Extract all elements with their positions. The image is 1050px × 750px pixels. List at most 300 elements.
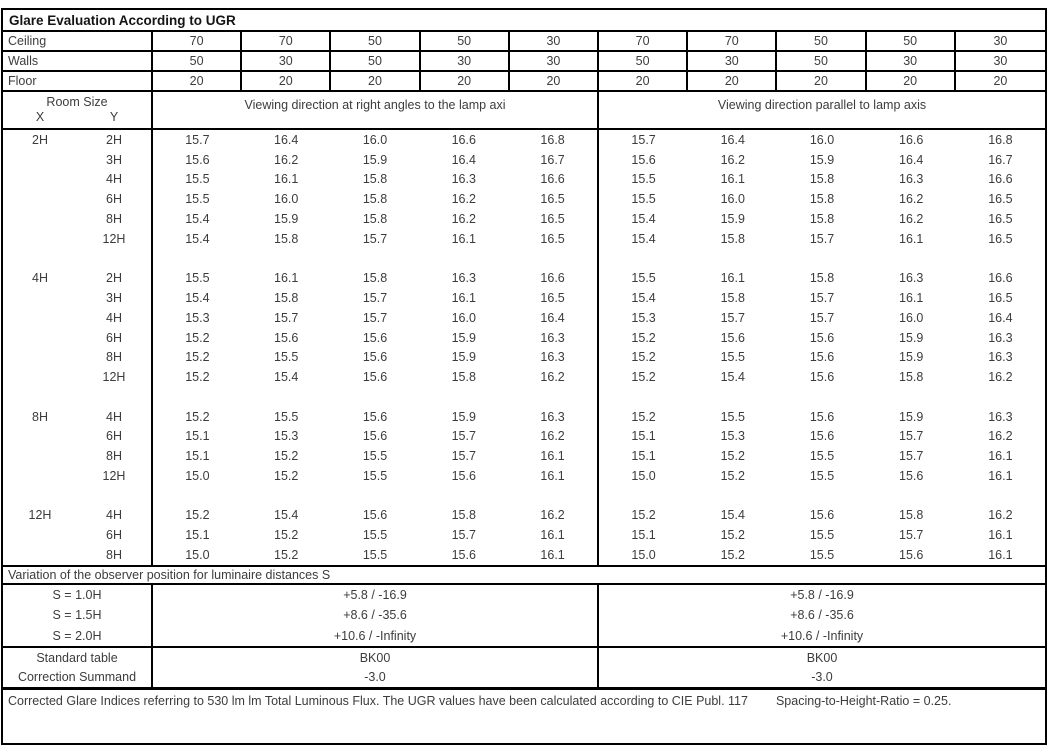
ugr-values-right-angles: [153, 288, 599, 308]
ugr-value-cell: 15.0: [185, 468, 210, 483]
ugr-value-cell: 15.3: [631, 310, 656, 325]
viewing-direction-right-angles-heading: Viewing direction at right angles to the lamp axi: [153, 92, 599, 128]
surface-value-cell: 30: [867, 52, 956, 70]
room-y-value: 6H: [106, 192, 122, 207]
room-size-cells: [3, 288, 153, 308]
ugr-value-cell: 15.9: [720, 211, 745, 226]
room-x-value: [3, 387, 77, 407]
room-x-value: 4H: [32, 271, 48, 286]
ugr-data-row: [3, 130, 1045, 150]
room-x-value: [3, 426, 77, 446]
ugr-value-cell: 15.7: [274, 310, 299, 325]
summary-label: Correction Summand: [3, 668, 153, 688]
ugr-value-cell: [956, 486, 1045, 506]
ugr-values-right-angles: [153, 446, 599, 466]
room-size-cells: [3, 308, 153, 328]
ugr-value-cell: 15.6: [451, 468, 476, 483]
ugr-value-cell: 15.6: [720, 330, 745, 345]
ugr-value-cell: 15.6: [362, 350, 388, 365]
room-x-value: [3, 446, 77, 466]
ugr-value-cell: [688, 486, 777, 506]
ugr-values-parallel: [599, 268, 1045, 288]
ugr-value-cell: [777, 387, 866, 407]
ugr-value-cell: 15.7: [899, 528, 924, 543]
ugr-value-cell: [419, 387, 508, 407]
ugr-value-cell: 16.3: [988, 409, 1013, 424]
ugr-value-cell: [331, 387, 420, 407]
ugr-value-cell: [777, 249, 866, 269]
ugr-value-cell: [242, 249, 331, 269]
ugr-value-cell: 15.7: [451, 449, 476, 464]
ugr-value-cell: 15.3: [274, 429, 299, 444]
variation-value-parallel: +5.8 / -16.9: [790, 588, 854, 603]
surface-value-cell: 70: [599, 32, 688, 50]
ugr-value-cell: 15.5: [362, 468, 388, 483]
surface-value-cell: 30: [510, 52, 599, 70]
ugr-values-right-angles: [153, 407, 599, 427]
room-y-value: 8H: [106, 350, 122, 365]
ugr-value-cell: 16.1: [720, 172, 745, 187]
table-title: Glare Evaluation According to UGR: [3, 10, 1045, 32]
room-x-value: [3, 525, 77, 545]
ugr-value-cell: 16.5: [540, 231, 565, 246]
room-y-value: [77, 387, 151, 407]
ugr-values-parallel: [599, 249, 1045, 269]
ugr-values-parallel: [599, 189, 1045, 209]
viewing-direction-parallel-heading: Viewing direction parallel to lamp axis: [717, 98, 927, 112]
surface-value-cell: 70: [153, 32, 242, 50]
room-size-cells: [3, 229, 153, 249]
room-y-value: 8H: [106, 211, 122, 226]
ugr-values-right-angles: [153, 229, 599, 249]
ugr-value-cell: 16.1: [274, 271, 299, 286]
ugr-values-parallel: [599, 367, 1045, 387]
ugr-value-cell: 16.5: [988, 192, 1013, 207]
room-size-cells: [3, 249, 153, 269]
table-header: [3, 92, 1045, 130]
ugr-values-parallel: [599, 347, 1045, 367]
surface-label: Floor: [3, 72, 153, 90]
room-y-value: [77, 486, 151, 506]
ugr-values-right-angles: [153, 525, 599, 545]
ugr-values-right-angles: [153, 130, 599, 150]
ugr-value-cell: 16.3: [540, 409, 565, 424]
ugr-value-cell: 16.0: [274, 192, 299, 207]
ugr-values-right-angles: [153, 426, 599, 446]
ugr-value-cell: 15.8: [362, 172, 388, 187]
surface-value-cell: 30: [510, 32, 599, 50]
room-y-value: 6H: [106, 528, 122, 543]
ugr-value-cell: 16.4: [451, 152, 476, 167]
ugr-value-cell: 15.8: [274, 231, 299, 246]
ugr-data-row: [3, 367, 1045, 387]
ugr-value-cell: 15.7: [899, 449, 924, 464]
ugr-value-cell: 15.5: [362, 449, 388, 464]
ugr-value-cell: 15.4: [631, 231, 656, 246]
room-size-cells: [3, 525, 153, 545]
ugr-value-cell: [867, 486, 956, 506]
room-size-cells: [3, 387, 153, 407]
ugr-values-right-angles: [153, 545, 599, 565]
ugr-value-cell: 15.4: [631, 211, 656, 226]
summary-value-right-angles: BK00: [153, 648, 599, 668]
ugr-value-cell: 15.4: [274, 508, 299, 523]
ugr-value-cell: 15.6: [809, 508, 835, 523]
spacing-height-ratio: Spacing-to-Height-Ratio = 0.25.: [775, 694, 952, 708]
ugr-value-cell: 16.1: [720, 271, 745, 286]
surface-value-cell: 50: [153, 52, 242, 70]
ugr-value-cell: 15.4: [185, 291, 210, 305]
ugr-value-cell: [153, 387, 242, 407]
ugr-value-cell: [508, 486, 597, 506]
ugr-value-cell: 15.8: [362, 211, 388, 226]
ugr-data-row: [3, 150, 1045, 170]
room-size-cells: [3, 506, 153, 526]
ugr-value-cell: 15.5: [631, 271, 656, 286]
variation-distance-label: S = 2.0H: [3, 626, 153, 646]
ugr-values-right-angles: [153, 367, 599, 387]
ugr-values-right-angles: [153, 150, 599, 170]
ugr-value-cell: 15.5: [809, 468, 835, 483]
ugr-data-row: [3, 170, 1045, 190]
ugr-value-cell: 15.8: [720, 291, 745, 305]
variation-distance-label: S = 1.5H: [3, 605, 153, 625]
ugr-value-cell: 15.9: [899, 350, 924, 365]
ugr-value-cell: 15.8: [809, 271, 835, 286]
surface-value-cell: 50: [599, 52, 688, 70]
ugr-values-parallel: [599, 150, 1045, 170]
ugr-value-cell: 15.2: [185, 370, 210, 385]
ugr-value-cell: [242, 387, 331, 407]
ugr-data-row: [3, 466, 1045, 486]
summary-value-parallel: -3.0: [811, 670, 833, 685]
ugr-value-cell: 15.6: [809, 429, 835, 444]
ugr-value-cell: 16.6: [540, 172, 565, 187]
ugr-value-cell: 15.6: [274, 330, 299, 345]
ugr-value-cell: 16.1: [988, 468, 1013, 483]
ugr-values-right-angles: [153, 328, 599, 348]
ugr-data-row: [3, 328, 1045, 348]
surface-value-cell: 20: [599, 72, 688, 90]
ugr-value-cell: 15.5: [631, 192, 656, 207]
ugr-value-cell: 15.6: [631, 152, 656, 167]
ugr-value-cell: 15.7: [720, 310, 745, 325]
surface-row-floor: [3, 72, 1045, 92]
room-size-cells: [3, 545, 153, 565]
ugr-value-cell: 16.2: [451, 211, 476, 226]
ugr-value-cell: 15.3: [720, 429, 745, 444]
ugr-value-cell: 15.4: [631, 291, 656, 305]
ugr-value-cell: [331, 249, 420, 269]
ugr-value-cell: 16.5: [988, 231, 1013, 246]
room-x-value: [3, 466, 77, 486]
surface-value-cell: 50: [331, 52, 420, 70]
ugr-values-parallel: [599, 506, 1045, 526]
ugr-value-cell: 16.4: [274, 132, 299, 147]
ugr-values-parallel: [599, 466, 1045, 486]
footer-text: Corrected Glare Indices referring to 530 lm lm Total Luminous Flux. The UGR values have been calculated according to CIE Publ. 117: [8, 694, 748, 708]
ugr-value-cell: 16.3: [899, 172, 924, 187]
ugr-value-cell: 16.7: [540, 152, 565, 167]
ugr-value-cell: 15.5: [809, 449, 835, 464]
ugr-values-right-angles: [153, 209, 599, 229]
ugr-values-right-angles: [153, 170, 599, 190]
surface-value-cell: 30: [993, 34, 1008, 48]
ugr-value-cell: 15.8: [451, 508, 476, 523]
room-y-value: 2H: [106, 132, 122, 147]
variation-distance-label: S = 1.0H: [3, 585, 153, 605]
summary-rows: [3, 648, 1045, 690]
ugr-value-cell: 16.8: [988, 132, 1013, 147]
surface-value-cell: 70: [688, 32, 777, 50]
ugr-value-cell: [508, 387, 597, 407]
ugr-values-parallel: [599, 407, 1045, 427]
surface-value-cell: 20: [242, 72, 331, 90]
ugr-value-cell: 15.2: [274, 528, 299, 543]
ugr-value-cell: [153, 486, 242, 506]
surface-label: Ceiling: [3, 32, 153, 50]
variation-value-right-angles: +5.8 / -16.9: [153, 585, 599, 605]
ugr-values-parallel: [599, 170, 1045, 190]
surface-value-cell: 20: [993, 74, 1008, 88]
room-y-value: 4H: [106, 409, 122, 424]
ugr-value-cell: 15.5: [185, 172, 210, 187]
ugr-values-parallel: [599, 308, 1045, 328]
ugr-value-cell: 15.5: [185, 271, 210, 286]
room-y-value: 12H: [102, 468, 126, 483]
room-x-value: [3, 170, 77, 190]
surface-value-cell: 50: [421, 32, 510, 50]
ugr-value-cell: 16.5: [988, 211, 1013, 226]
room-y-value: 4H: [106, 310, 122, 325]
ugr-value-cell: 15.1: [631, 429, 656, 444]
ugr-value-cell: 15.7: [451, 528, 476, 543]
room-y-value: 4H: [106, 508, 122, 523]
ugr-value-cell: 15.5: [362, 528, 388, 543]
ugr-value-cell: 15.0: [631, 468, 656, 483]
summary-row: [3, 668, 1045, 688]
room-size-cells: [3, 328, 153, 348]
ugr-value-cell: 16.1: [540, 528, 565, 543]
ugr-value-cell: 16.1: [451, 231, 476, 246]
ugr-value-cell: 15.5: [274, 350, 299, 365]
ugr-value-cell: 15.6: [362, 429, 388, 444]
ugr-value-cell: 15.4: [185, 211, 210, 226]
variation-row: [3, 626, 1045, 646]
ugr-values-right-angles: [153, 387, 599, 407]
surface-value-cell: 20: [688, 72, 777, 90]
ugr-value-cell: 16.1: [540, 468, 565, 483]
ugr-values-right-angles: [153, 268, 599, 288]
ugr-value-cell: 16.3: [540, 330, 565, 345]
room-size-cells: [3, 426, 153, 446]
ugr-value-cell: 15.7: [809, 231, 835, 246]
ugr-gap-row: [3, 486, 1045, 506]
ugr-data-row: [3, 407, 1045, 427]
ugr-value-cell: 15.2: [720, 528, 745, 543]
ugr-value-cell: 15.2: [631, 350, 656, 365]
surface-value-cell: 50: [777, 32, 866, 50]
ugr-value-cell: 15.5: [720, 350, 745, 365]
ugr-value-cell: [599, 486, 688, 506]
room-x-value: [3, 150, 77, 170]
ugr-value-cell: 15.7: [362, 291, 388, 305]
summary-label: Standard table: [3, 648, 153, 668]
room-size-cells: [3, 150, 153, 170]
ugr-data-row: [3, 308, 1045, 328]
ugr-value-cell: 15.4: [720, 508, 745, 523]
x-axis-label: X: [35, 110, 45, 124]
ugr-data-row: [3, 506, 1045, 526]
ugr-value-cell: 16.0: [899, 310, 924, 325]
ugr-value-cell: 15.9: [451, 409, 476, 424]
variation-heading: Variation of the observer position for luminaire distances S: [3, 567, 1045, 585]
ugr-values-parallel: [599, 446, 1045, 466]
room-size-cells: [3, 347, 153, 367]
ugr-values-right-angles: [153, 506, 599, 526]
ugr-data-row: [3, 525, 1045, 545]
ugr-value-cell: [599, 387, 688, 407]
ugr-data-row: [3, 446, 1045, 466]
ugr-value-cell: [867, 249, 956, 269]
ugr-value-cell: 16.6: [988, 172, 1013, 187]
ugr-value-cell: 15.6: [362, 508, 388, 523]
ugr-value-cell: [419, 486, 508, 506]
ugr-value-cell: 16.6: [988, 271, 1013, 286]
variation-row: [3, 585, 1045, 605]
ugr-value-cell: [508, 249, 597, 269]
ugr-values-right-angles: [153, 308, 599, 328]
room-size-label: Room Size: [46, 95, 108, 109]
room-y-value: 6H: [106, 330, 122, 345]
ugr-values-parallel: [599, 288, 1045, 308]
ugr-value-cell: 15.9: [362, 152, 388, 167]
ugr-values-parallel: [599, 328, 1045, 348]
ugr-value-cell: 16.1: [451, 291, 476, 305]
ugr-value-cell: 16.5: [540, 291, 565, 305]
room-x-value: [3, 328, 77, 348]
room-size-cells: [3, 170, 153, 190]
ugr-values-parallel: [599, 209, 1045, 229]
ugr-value-cell: 15.6: [809, 330, 835, 345]
ugr-value-cell: 15.3: [185, 310, 210, 325]
surface-value-cell: 50: [777, 52, 866, 70]
xy-axis-labels: [3, 110, 151, 124]
surface-value-cell: 30: [688, 52, 777, 70]
ugr-values-parallel: [599, 426, 1045, 446]
ugr-value-cell: 15.8: [809, 192, 835, 207]
ugr-value-cell: 15.6: [362, 409, 388, 424]
ugr-value-cell: 15.8: [451, 370, 476, 385]
ugr-value-cell: 15.8: [809, 211, 835, 226]
ugr-value-cell: [153, 249, 242, 269]
ugr-data-row: [3, 347, 1045, 367]
ugr-value-cell: 16.2: [988, 429, 1013, 444]
surface-value-cell: 30: [993, 54, 1008, 68]
ugr-value-cell: 15.0: [185, 547, 210, 562]
ugr-value-cell: 16.3: [540, 350, 565, 365]
room-x-value: [3, 308, 77, 328]
room-size-cells: [3, 446, 153, 466]
ugr-value-cell: 15.2: [631, 370, 656, 385]
ugr-value-cell: 15.8: [720, 231, 745, 246]
ugr-value-cell: 16.5: [540, 211, 565, 226]
ugr-value-cell: 15.6: [809, 409, 835, 424]
ugr-value-cell: 15.2: [720, 449, 745, 464]
ugr-value-cell: 15.2: [720, 468, 745, 483]
ugr-value-cell: 15.6: [362, 370, 388, 385]
ugr-value-cell: 16.1: [274, 172, 299, 187]
ugr-value-cell: 16.6: [451, 132, 476, 147]
room-size-cells: [3, 367, 153, 387]
ugr-value-cell: 16.0: [809, 132, 835, 147]
ugr-value-cell: 16.3: [451, 172, 476, 187]
ugr-data-row: [3, 426, 1045, 446]
ugr-value-cell: 15.7: [362, 231, 388, 246]
variation-value-parallel: +8.6 / -35.6: [790, 608, 854, 623]
room-x-value: [3, 367, 77, 387]
variation-rows: [3, 585, 1045, 648]
ugr-value-cell: 16.4: [988, 310, 1013, 325]
ugr-values-parallel: [599, 525, 1045, 545]
ugr-value-cell: 16.4: [540, 310, 565, 325]
ugr-value-cell: 15.5: [809, 528, 835, 543]
room-y-value: 3H: [106, 152, 122, 167]
room-size-cells: [3, 209, 153, 229]
room-y-value: 8H: [106, 547, 122, 562]
ugr-value-cell: 16.2: [540, 508, 565, 523]
surface-value-cell: 20: [421, 72, 510, 90]
ugr-value-cell: 15.1: [631, 449, 656, 464]
ugr-value-cell: 16.5: [988, 291, 1013, 305]
ugr-value-cell: 15.8: [899, 508, 924, 523]
ugr-data-row: [3, 209, 1045, 229]
ugr-value-cell: 15.8: [274, 291, 299, 305]
room-size-cells: [3, 466, 153, 486]
room-x-value: [3, 288, 77, 308]
ugr-value-cell: 15.2: [185, 508, 210, 523]
surface-row-walls: [3, 52, 1045, 72]
ugr-value-cell: 16.4: [899, 152, 924, 167]
ugr-value-cell: [242, 486, 331, 506]
ugr-value-cell: 15.1: [185, 449, 210, 464]
ugr-value-cell: 15.5: [274, 409, 299, 424]
ugr-evaluation-table: [1, 8, 1047, 745]
ugr-values-parallel: [599, 130, 1045, 150]
ugr-value-cell: 16.2: [720, 152, 745, 167]
ugr-value-cell: 16.1: [988, 547, 1013, 562]
ugr-value-cell: 15.1: [185, 528, 210, 543]
ugr-values-right-angles: [153, 249, 599, 269]
ugr-value-cell: 15.8: [362, 192, 388, 207]
surface-label: Walls: [3, 52, 153, 70]
ugr-data-row: [3, 189, 1045, 209]
room-x-value: 2H: [32, 132, 48, 147]
summary-value-parallel: BK00: [806, 650, 838, 665]
surface-row-ceiling: [3, 32, 1045, 52]
ugr-value-cell: 16.8: [540, 132, 565, 147]
surface-value-cell: 70: [242, 32, 331, 50]
room-y-value: 2H: [106, 271, 122, 286]
ugr-value-cell: 15.5: [720, 409, 745, 424]
ugr-value-cell: 15.2: [185, 409, 210, 424]
room-y-value: [77, 249, 151, 269]
ugr-value-cell: 16.2: [988, 370, 1013, 385]
ugr-value-cell: 15.2: [185, 350, 210, 365]
room-x-value: [3, 189, 77, 209]
ugr-value-cell: 15.1: [631, 528, 656, 543]
room-size-cells: [3, 407, 153, 427]
